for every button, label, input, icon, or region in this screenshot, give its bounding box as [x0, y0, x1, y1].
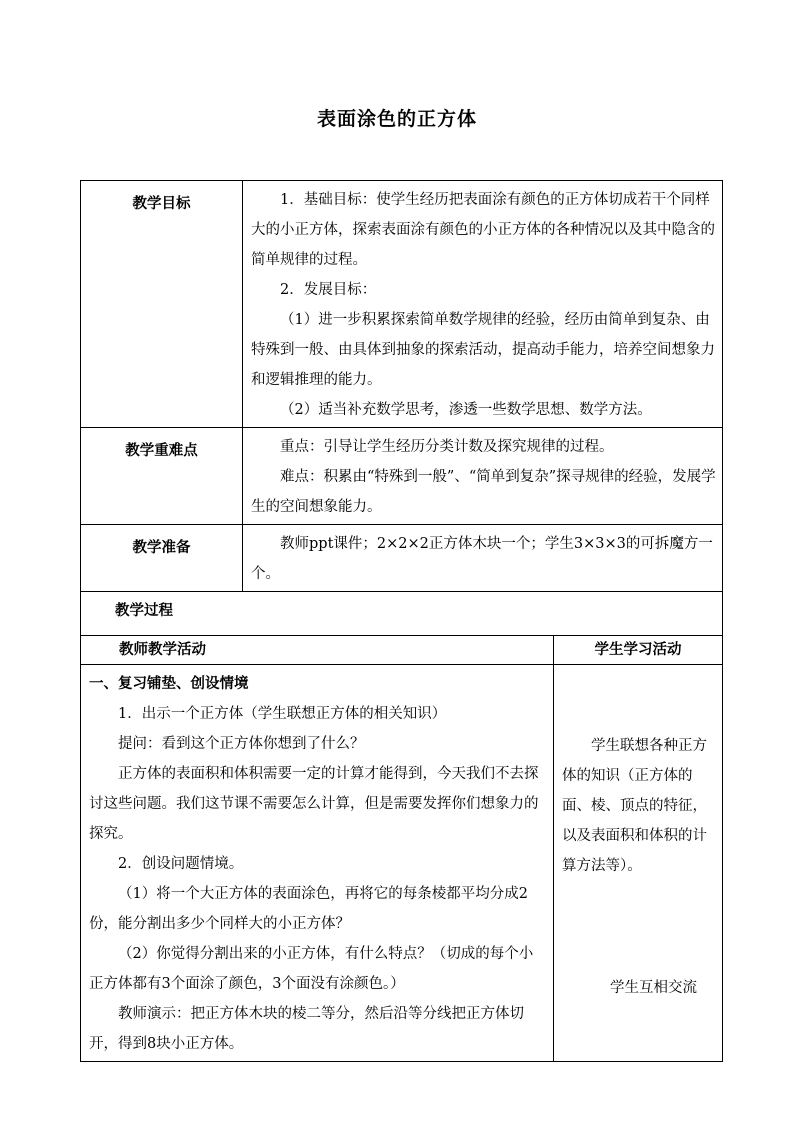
teacher-line-1: 1．出示一个正方体（学生联想正方体的相关知识） [118, 706, 447, 722]
keypoints-label: 教学重难点 [81, 428, 243, 525]
keypoint-focus: 重点：引导让学生经历分类计数及探究规律的过程。 [280, 439, 614, 455]
objectives-content [243, 181, 723, 428]
teacher-activity-header: 教师教学活动 [81, 636, 554, 665]
section-heading: 一、复习铺垫、创设情境 [89, 675, 249, 692]
teacher-line-4: 2．创设问题情境。 [118, 856, 244, 872]
objective-development-1: （1）进一步积累探索简单数学规律的经验，经历由简单到复杂、由特殊到一般、由具体到抽象的探索活动，提高动手能力，培养空间想象力和逻辑推理的能力。 [251, 312, 715, 388]
process-row [81, 592, 723, 636]
keypoints-content [243, 428, 723, 525]
teacher-line-5: （1）将一个大正方体的表面涂色，再将它的每条棱都平均分成2份，能分割出多少个同样大的小正方体？ [89, 886, 528, 932]
teacher-activity-content [81, 665, 554, 1062]
process-label: 教学过程 [81, 592, 723, 636]
activity-header-row [81, 636, 723, 665]
activity-content-row [81, 665, 723, 1062]
prep-text: 教师ppt课件；2×2×2正方体木块一个；学生3×3×3的可拆魔方一个。 [251, 536, 713, 582]
prep-label: 教学准备 [81, 525, 243, 592]
student-line-2: 学生互相交流 [610, 980, 697, 996]
teacher-line-6: （2）你觉得分割出来的小正方体，有什么特点？（切成的每个小正方体都有3个面涂了颜色，3个面没有涂颜色。） [89, 946, 534, 992]
objective-development: 2．发展目标： [280, 282, 377, 298]
objective-development-2: （2）适当补充数学思考，渗透一些数学思想、数学方法。 [280, 402, 652, 418]
teacher-line-2: 提问：看到这个正方体你想到了什么？ [118, 736, 365, 752]
objectives-row [81, 181, 723, 428]
page-title: 表面涂色的正方体 [316, 108, 477, 130]
lesson-plan-table [80, 180, 723, 1062]
objectives-label: 教学目标 [81, 181, 243, 428]
prep-row [81, 525, 723, 592]
teacher-line-3: 正方体的表面积和体积需要一定的计算才能得到，今天我们不去探讨这些问题。我们这节课不需要怎么计算，但是需要发挥你们想象力的探究。 [89, 766, 539, 842]
student-line-1: 学生联想各种正方体的知识（正方体的面、棱、顶点的特征，以及表面积和体积的计算方法等）。 [562, 738, 707, 874]
teacher-line-7: 教师演示：把正方体木块的棱二等分，然后沿等分线把正方体切开，得到8块小正方体。 [89, 1006, 524, 1052]
keypoint-difficulty: 难点：积累由“特殊到一般”、“简单到复杂”探寻规律的经验，发展学生的空间想象能力。 [251, 469, 716, 515]
prep-content [243, 525, 723, 592]
objective-basic: 1．基础目标：使学生经历把表面涂有颜色的正方体切成若干个同样大的小正方体，探索表面涂有颜色的小正方体的各种情况以及其中隐含的简单规律的过程。 [251, 192, 715, 268]
keypoints-row [81, 428, 723, 525]
student-activity-header: 学生学习活动 [554, 636, 723, 665]
student-activity-content [554, 665, 723, 1062]
